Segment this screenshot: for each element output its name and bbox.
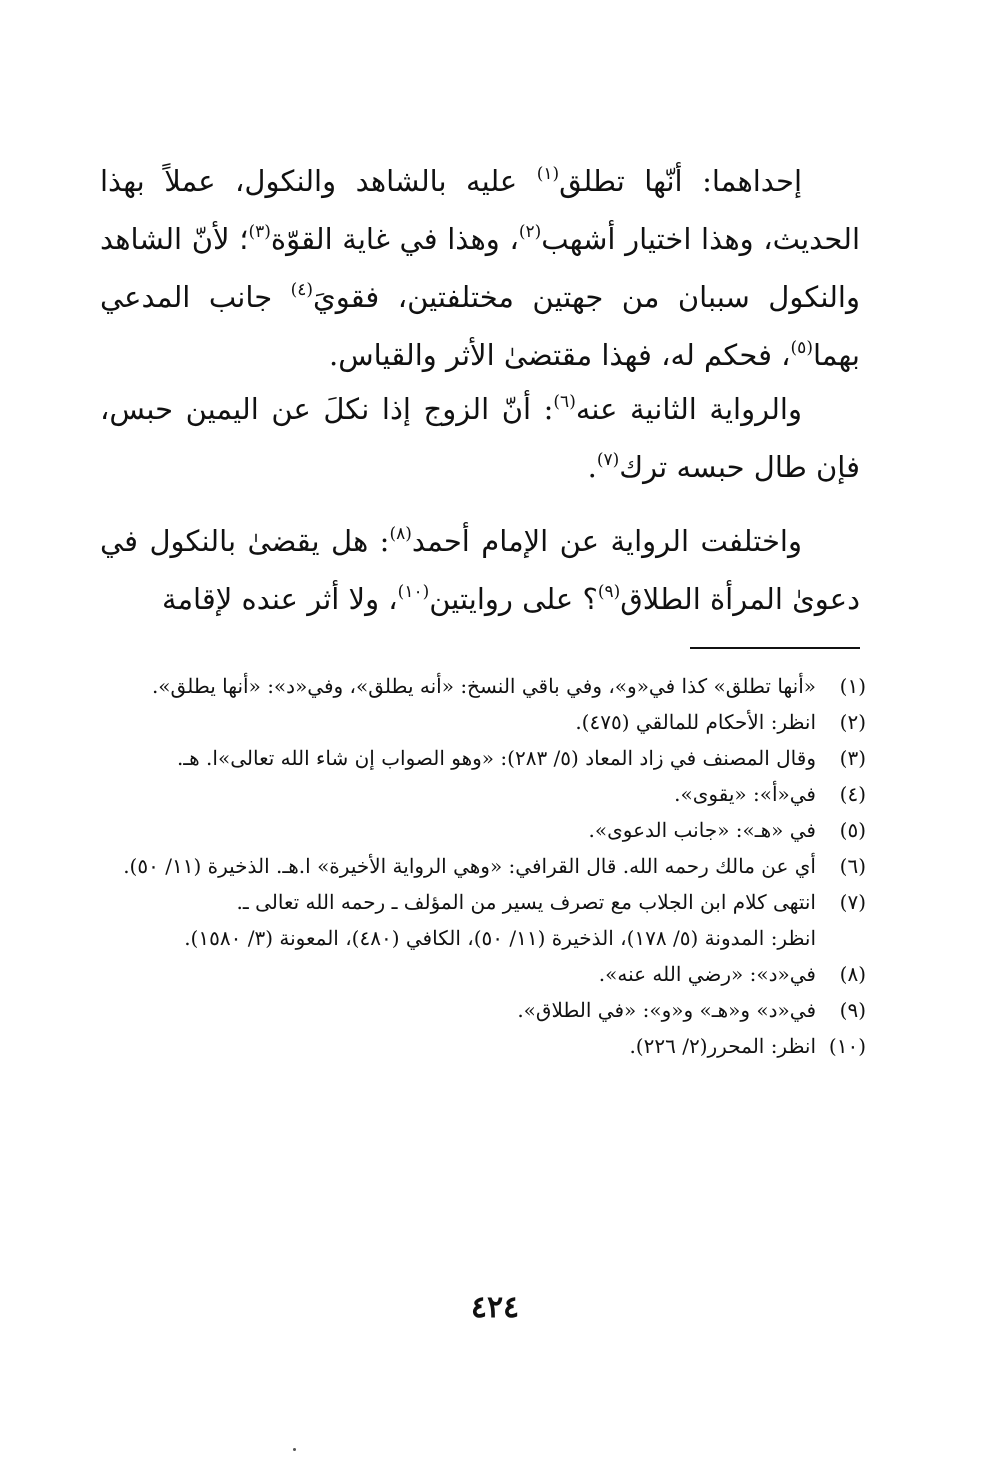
scan-speck — [293, 1448, 296, 1451]
footnote-item — [96, 668, 866, 704]
footnote-marker: (٦) — [553, 392, 576, 412]
page-number: ٤٢٤ — [470, 1290, 520, 1325]
footnote-number: (٤) — [839, 782, 866, 806]
footnote-line: أي عن مالك رحمه الله. قال القرافي: «وهي الرواية الأخيرة» ا.هـ. الذخيرة (١١/ ٥٠). — [123, 854, 816, 878]
footnote-item — [96, 884, 866, 956]
paragraph-segment: عليه بالشاهد والنكول، عملاً بهذا الحديث، وهذا اختيار أشهب — [100, 164, 861, 256]
footnote-number: (٧) — [839, 890, 866, 914]
paragraph-segment: ، وهذا في غاية القوّة — [270, 222, 519, 256]
footnote-text — [96, 1028, 816, 1064]
paragraph-segment: ، فحكم له، فهذا مقتضىٰ الأثر والقياس. — [328, 338, 791, 372]
paragraph-segment: ؟ على روايتين — [429, 582, 598, 616]
paragraph-segment: : هل يقضىٰ بالنكول في دعوىٰ المرأة الطلاق — [100, 524, 860, 616]
footnote-text — [96, 992, 816, 1028]
footnote-number: (٣) — [839, 746, 866, 770]
footnote-number: (١٠) — [828, 1034, 866, 1058]
footnote-line: انظر: المحرر(٢/ ٢٢٦). — [629, 1034, 816, 1058]
footnote-text — [96, 704, 816, 740]
footnote-text — [96, 956, 816, 992]
footnote-number: (٦) — [839, 854, 866, 878]
footnote-marker: (٥) — [790, 338, 813, 358]
footnote-marker: (١٠) — [397, 582, 430, 602]
body-paragraph-1 — [100, 152, 860, 384]
footnote-separator-rule — [690, 647, 860, 649]
paragraph-segment: جانب المدعي بهما — [100, 280, 860, 372]
footnote-item — [96, 1028, 866, 1064]
paragraph-text — [100, 152, 860, 384]
footnote-marker: (٨) — [389, 524, 412, 544]
paragraph-segment: واختلفت الرواية عن الإمام أحمد — [411, 524, 802, 558]
footnote-number: (٨) — [839, 962, 866, 986]
footnote-number: (١) — [839, 674, 866, 698]
footnote-number: (٩) — [839, 998, 866, 1022]
footnote-text — [96, 740, 816, 776]
footnote-marker: (٩) — [597, 582, 621, 602]
footnote-line: «أنها تطلق» كذا في«و»، وفي باقي النسخ: «أنه يطلق»، وفي«د»: «أنها يطلق». — [151, 674, 816, 698]
footnote-text — [96, 812, 816, 848]
paragraph-segment: : أنّ الزوج إذا نكلَ عن اليمين حبس، فإن طال حبسه ترك — [100, 392, 860, 484]
footnote-line: في «هـ»: «جانب الدعوى». — [588, 818, 816, 842]
footnote-item — [96, 848, 866, 884]
footnote-line: في«أ»: «يقوى». — [674, 782, 816, 806]
footnote-line: وقال المصنف في زاد المعاد (٥/ ٢٨٣): «وهو الصواب إن شاء الله تعالى»ا. هـ. — [176, 746, 816, 770]
body-paragraph-3 — [100, 512, 860, 628]
footnote-item — [96, 704, 866, 740]
footnote-line: في«د»: «رضي الله عنه». — [598, 962, 816, 986]
footnote-line: انظر: المدونة (٥/ ١٧٨)، الذخيرة (١١/ ٥٠)، الكافي (٤٨٠)، المعونة (٣/ ١٥٨٠). — [184, 926, 816, 950]
paragraph-segment: والرواية الثانية عنه — [575, 392, 802, 426]
footnote-number: (٥) — [839, 818, 866, 842]
paragraph-text — [100, 512, 860, 628]
footnote-number: (٢) — [839, 710, 866, 734]
footnote-text — [96, 668, 816, 704]
footnote-line: في«د» و«هـ» و«و»: «في الطلاق». — [517, 998, 816, 1022]
footnote-text — [96, 848, 816, 884]
footnote-item — [96, 776, 866, 812]
footnotes-list — [96, 668, 866, 1064]
footnote-marker: (٤) — [290, 280, 314, 300]
footnote-marker: (٧) — [596, 450, 620, 470]
footnote-item — [96, 812, 866, 848]
footnote-text — [96, 884, 816, 956]
body-paragraph-2 — [100, 380, 860, 496]
paragraph-segment: ، ولا أثر عنده لإقامة — [161, 582, 398, 616]
footnote-marker: (٢) — [518, 222, 542, 242]
paragraph-text — [100, 380, 860, 496]
footnote-item — [96, 740, 866, 776]
footnote-text — [96, 776, 816, 812]
footnote-line: انتهى كلام ابن الجلاب مع تصرف يسير من المؤلف ـ رحمه الله تعالى ـ. — [236, 890, 816, 914]
footnote-marker: (١) — [536, 164, 560, 184]
footnote-marker: (٣) — [248, 222, 271, 242]
footnote-line: انظر: الأحكام للمالقي (٤٧٥). — [575, 710, 816, 734]
paragraph-segment: إحداهما: أنّها تطلق — [559, 164, 802, 198]
paragraph-segment: . — [587, 450, 597, 484]
footnote-item — [96, 956, 866, 992]
paragraph-segment: ؛ لأنّ الشاهد والنكول سببان من جهتين مختلفتين، فقويَ — [100, 222, 860, 314]
footnote-item — [96, 992, 866, 1028]
